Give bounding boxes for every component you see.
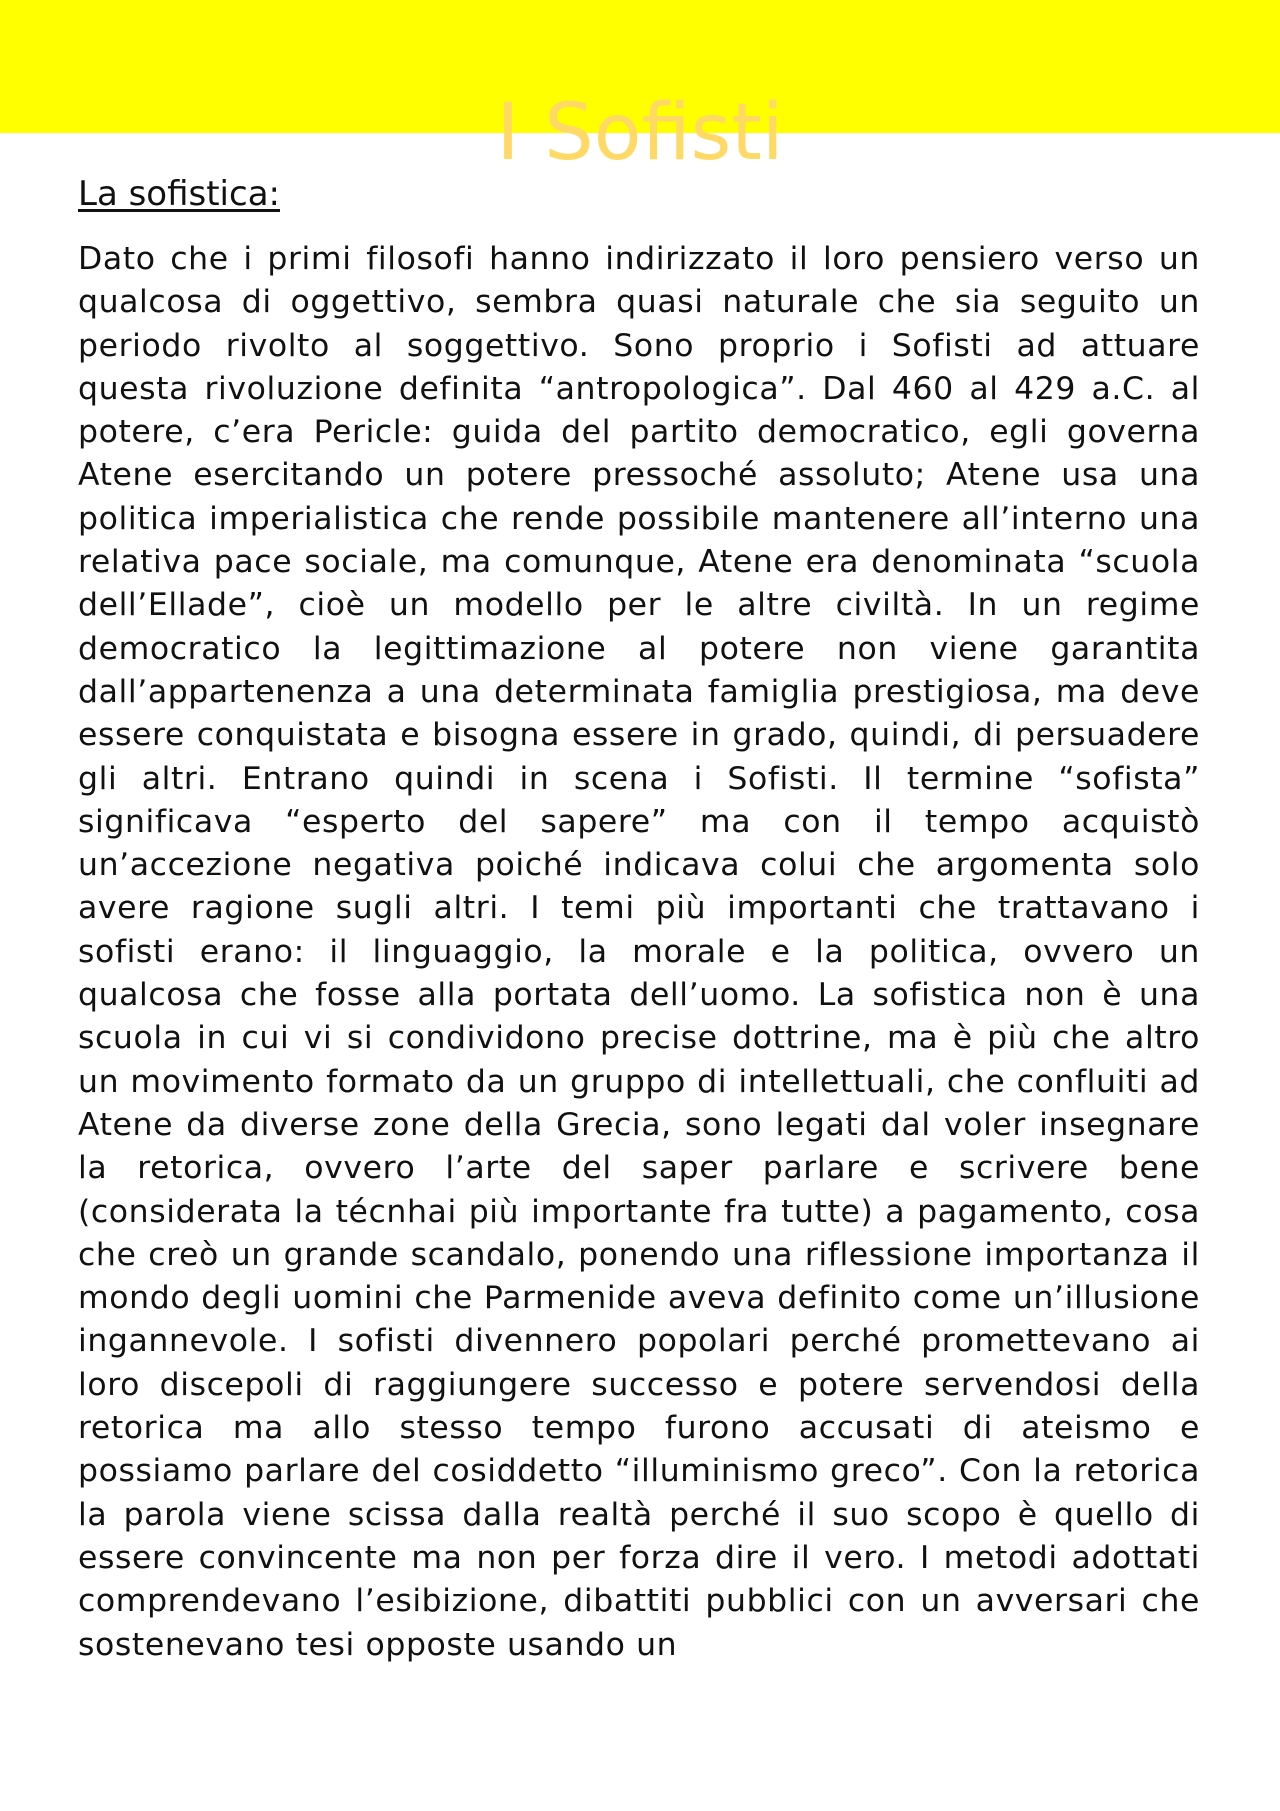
body-paragraph: Dato che i primi filosofi hanno indirizzato il loro pensiero verso un qualcosa di oggettivo, sembra quasi naturale che sia seguito un periodo rivolto al soggettivo. Sono proprio i Sofisti ad attuare questa rivoluzione definita “antropologica”. Dal 460 al 429 a.C. al potere, c’era Pericle: guida del partito democratico, egli governa Atene esercitando un potere pressoché assoluto; Atene usa una politica imperialistica che rende possibile mantenere all’interno una relativa pace sociale, ma comunque, Atene era denominata “scuola dell’Ellade”, cioè un modello per le altre civiltà. In un regime democratico la legittimazione al potere non viene garantita dall’appartenenza a una determinata famiglia prestigiosa, ma deve essere conquistata e bisogna essere in grado, quindi, di persuadere gli altri. Entrano quindi in scena i Sofisti. Il termine “sofista” significava “esperto del sapere” ma con il tempo acquistò un’accezione negativa poiché indicava colui che argomenta solo avere ragione sugli altri. I temi più importanti che trattavano i sofisti erano: il linguaggio, la morale e la politica, ovvero un qualcosa che fosse alla portata dell’uomo. La sofistica non è una scuola in cui vi si condividono precise dottrine, ma è più che altro un movimento formato da un gruppo di intellettuali, che confluiti ad Atene da diverse zone della Grecia, sono legati dal voler insegnare la retorica, ovvero l’arte del saper parlare e scrivere bene (considerata la técnhai più importante fra tutte) a pagamento, cosa che creò un grande scandalo, ponendo una riflessione importanza il mondo degli uomini che Parmenide aveva definito come un’illusione ingannevole. I sofisti divennero popolari perché promettevano ai loro discepoli di raggiungere successo e potere servendosi della retorica ma allo stesso tempo furono accusati di ateismo e possiamo parlare del cosiddetto “illuminismo greco”. Con la retorica la parola viene scissa dalla realtà perché il suo scopo è quello di essere convincente ma non per forza dire il vero. I metodi adottati comprendevano l’esibizione, dibattiti pubblici con un avversari che sostenevano tesi opposte usando un: [78, 241, 1200, 1663]
document-title: I Sofisti: [496, 88, 784, 178]
section-heading: La sofistica:: [78, 174, 280, 214]
